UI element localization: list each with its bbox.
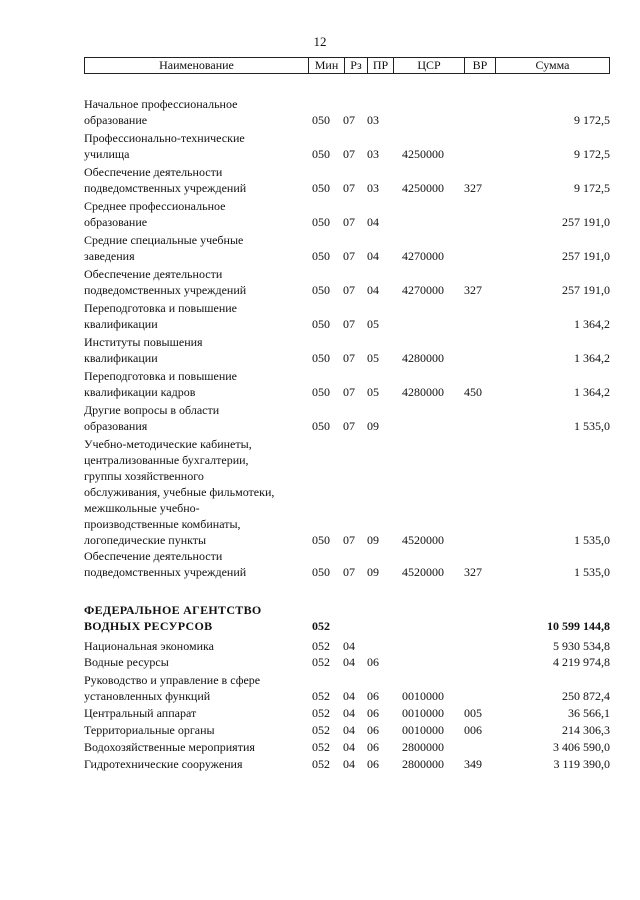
row-sum: 1 535,0 [574, 565, 610, 579]
header-rz: Рз [345, 58, 368, 73]
row-csr: 4250000 [402, 181, 444, 195]
row-sum: 4 219 974,8 [553, 655, 610, 669]
row-sum: 1 535,0 [574, 419, 610, 433]
page-number: 12 [313, 34, 327, 49]
row-pr: 04 [367, 249, 379, 263]
row-pr: 09 [367, 419, 379, 433]
row-pr: 06 [367, 706, 379, 720]
row-sum: 3 406 590,0 [553, 740, 610, 754]
row-name: Переподготовка и повышение квалификации [84, 301, 237, 331]
table-row [84, 368, 610, 400]
row-sum: 3 119 390,0 [553, 757, 610, 771]
table-row [84, 638, 610, 654]
row-rz: 07 [343, 385, 355, 399]
row-min: 052 [312, 757, 330, 771]
row-rz: 07 [343, 317, 355, 331]
row-csr: 2800000 [402, 757, 444, 771]
row-rz: 04 [343, 757, 355, 771]
table-row [84, 334, 610, 366]
table-row [84, 756, 610, 772]
table-row [84, 198, 610, 230]
row-csr: 4520000 [402, 533, 444, 547]
row-sum: 9 172,5 [574, 147, 610, 161]
row-rz: 04 [343, 706, 355, 720]
row-rz: 04 [343, 689, 355, 703]
row-name: Гидротехнические сооружения [84, 757, 243, 771]
row-vr: 005 [464, 706, 482, 720]
row-csr: 0010000 [402, 723, 444, 737]
row-pr: 09 [367, 565, 379, 579]
row-rz: 07 [343, 283, 355, 297]
row-min: 050 [312, 147, 330, 161]
row-pr: 03 [367, 181, 379, 195]
row-name: Водные ресурсы [84, 655, 169, 669]
row-min: 050 [312, 385, 330, 399]
row-rz: 07 [343, 147, 355, 161]
table-row [84, 602, 610, 634]
row-pr: 03 [367, 147, 379, 161]
row-vr: 006 [464, 723, 482, 737]
row-name: Профессионально-технические училища [84, 131, 245, 161]
row-csr: 4250000 [402, 147, 444, 161]
row-csr: 2800000 [402, 740, 444, 754]
table-row [84, 266, 610, 298]
row-csr: 4280000 [402, 385, 444, 399]
row-min: 050 [312, 215, 330, 229]
row-vr: 327 [464, 283, 482, 297]
row-pr: 04 [367, 283, 379, 297]
row-min: 052 [312, 706, 330, 720]
row-min: 050 [312, 113, 330, 127]
row-sum: 257 191,0 [562, 215, 610, 229]
row-min: 052 [312, 655, 330, 669]
row-name: Средние специальные учебные заведения [84, 233, 244, 263]
row-csr: 0010000 [402, 689, 444, 703]
header-vr: ВР [465, 58, 496, 73]
header-sum: Сумма [535, 58, 570, 72]
row-vr: 349 [464, 757, 482, 771]
table-row [84, 672, 610, 704]
row-name: Водохозяйственные мероприятия [84, 740, 255, 754]
row-name: Переподготовка и повышение квалификации кадров [84, 369, 237, 399]
row-name: Обеспечение деятельности подведомственных учреждений [84, 267, 247, 297]
row-name: Другие вопросы в области образования [84, 403, 220, 433]
row-sum: 10 599 144,8 [547, 619, 610, 633]
row-min: 050 [312, 419, 330, 433]
row-pr: 06 [367, 723, 379, 737]
row-rz: 07 [343, 533, 355, 547]
row-min: 050 [312, 351, 330, 365]
row-name: Начальное профессиональное образование [84, 97, 238, 127]
table-row [84, 705, 610, 721]
row-name: Обеспечение деятельности подведомственных учреждений [84, 165, 247, 195]
row-pr: 04 [367, 215, 379, 229]
table-row [84, 436, 610, 548]
row-name: Обеспечение деятельности подведомственных учреждений [84, 549, 247, 579]
row-rz: 04 [343, 639, 355, 653]
row-sum: 214 306,3 [562, 723, 610, 737]
row-sum: 257 191,0 [562, 249, 610, 263]
row-rz: 04 [343, 740, 355, 754]
row-name: Среднее профессиональное образование [84, 199, 226, 229]
row-pr: 05 [367, 351, 379, 365]
table-header [84, 57, 610, 74]
row-csr: 4280000 [402, 351, 444, 365]
table-row [84, 402, 610, 434]
table-row [84, 722, 610, 738]
table-row [84, 96, 610, 128]
row-name: Центральный аппарат [84, 706, 197, 720]
row-rz: 07 [343, 351, 355, 365]
header-name: Наименование [85, 58, 309, 73]
table-row [84, 654, 610, 670]
table-row [84, 300, 610, 332]
row-rz: 07 [343, 181, 355, 195]
header-pr: ПР [368, 58, 394, 73]
row-csr: 0010000 [402, 706, 444, 720]
row-rz: 07 [343, 565, 355, 579]
row-pr: 05 [367, 317, 379, 331]
row-rz: 07 [343, 249, 355, 263]
row-name: Руководство и управление в сфере установленных функций [84, 673, 261, 703]
row-pr: 06 [367, 689, 379, 703]
table-row [84, 130, 610, 162]
row-min: 050 [312, 317, 330, 331]
row-rz: 07 [343, 419, 355, 433]
table-row [84, 232, 610, 264]
table-row [84, 739, 610, 755]
row-min: 052 [312, 619, 330, 633]
row-rz: 07 [343, 215, 355, 229]
row-pr: 06 [367, 655, 379, 669]
row-csr: 4270000 [402, 249, 444, 263]
row-sum: 257 191,0 [562, 283, 610, 297]
row-min: 052 [312, 689, 330, 703]
row-sum: 1 364,2 [574, 385, 610, 399]
row-min: 052 [312, 723, 330, 737]
row-rz: 04 [343, 723, 355, 737]
row-pr: 03 [367, 113, 379, 127]
row-sum: 36 566,1 [568, 706, 610, 720]
table-row [84, 548, 610, 580]
row-sum: 250 872,4 [562, 689, 610, 703]
row-min: 050 [312, 181, 330, 195]
row-sum: 1 364,2 [574, 351, 610, 365]
row-min: 052 [312, 639, 330, 653]
row-sum: 1 535,0 [574, 533, 610, 547]
row-pr: 06 [367, 757, 379, 771]
row-sum: 5 930 534,8 [553, 639, 610, 653]
row-pr: 05 [367, 385, 379, 399]
row-pr: 09 [367, 533, 379, 547]
row-name: Учебно-методические кабинеты, централизованные бухгалтерии, группы хозяйственного обслуживания, учебные фильмотеки, межшкольные учебно- производственные комбинаты, логопедические пункты [84, 437, 275, 547]
row-rz: 04 [343, 655, 355, 669]
row-csr: 4270000 [402, 283, 444, 297]
row-min: 050 [312, 565, 330, 579]
row-min: 052 [312, 740, 330, 754]
row-sum: 9 172,5 [574, 181, 610, 195]
header-csr: ЦСР [394, 58, 465, 73]
header-min: Мин [309, 58, 345, 73]
row-sum: 1 364,2 [574, 317, 610, 331]
row-vr: 327 [464, 565, 482, 579]
row-pr: 06 [367, 740, 379, 754]
row-min: 050 [312, 249, 330, 263]
row-min: 050 [312, 283, 330, 297]
table-row [84, 164, 610, 196]
row-name: Институты повышения квалификации [84, 335, 203, 365]
row-name: Территориальные органы [84, 723, 215, 737]
row-name: Национальная экономика [84, 639, 214, 653]
row-min: 050 [312, 533, 330, 547]
row-name: ФЕДЕРАЛЬНОЕ АГЕНТСТВО ВОДНЫХ РЕСУРСОВ [84, 603, 262, 633]
row-vr: 327 [464, 181, 482, 195]
row-sum: 9 172,5 [574, 113, 610, 127]
row-vr: 450 [464, 385, 482, 399]
row-csr: 4520000 [402, 565, 444, 579]
row-rz: 07 [343, 113, 355, 127]
